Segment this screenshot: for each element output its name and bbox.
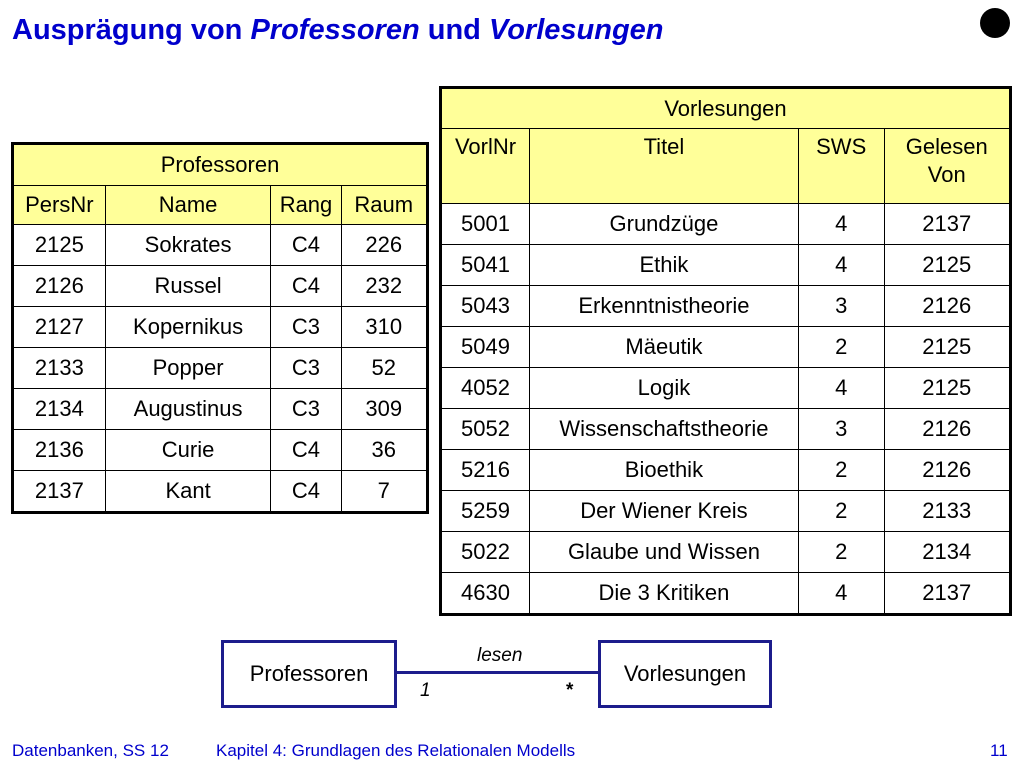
- table-cell: 3: [798, 286, 884, 327]
- table-cell: Logik: [530, 368, 799, 409]
- uml-association-line: [394, 671, 598, 674]
- table-cell: 5216: [441, 450, 530, 491]
- uml-entity-professoren: [221, 640, 397, 708]
- bullet-dot-icon: [980, 8, 1010, 38]
- table-cell: 4: [798, 204, 884, 245]
- table-row: [441, 450, 1011, 491]
- table-row: [441, 368, 1011, 409]
- table-cell: 310: [341, 307, 428, 348]
- table-row: [441, 245, 1011, 286]
- professoren-table: [11, 142, 429, 514]
- table-cell: Kopernikus: [105, 307, 271, 348]
- table-row: [441, 532, 1011, 573]
- table-row: [13, 471, 428, 513]
- table-cell: 2134: [884, 532, 1010, 573]
- vorlesungen-table: [439, 86, 1012, 616]
- table-cell: Mäeutik: [530, 327, 799, 368]
- table-cell: 7: [341, 471, 428, 513]
- table-cell: 4: [798, 368, 884, 409]
- table-cell: 2126: [884, 409, 1010, 450]
- column-header: SWS: [798, 129, 884, 204]
- table-cell: 5052: [441, 409, 530, 450]
- vorlesungen-name-row: [441, 88, 1011, 129]
- table-cell: 2125: [13, 225, 106, 266]
- table-row: [13, 348, 428, 389]
- table-cell: Glaube und Wissen: [530, 532, 799, 573]
- table-cell: 309: [341, 389, 428, 430]
- table-cell: 2126: [884, 286, 1010, 327]
- vorlesungen-header-row: [441, 129, 1011, 204]
- table-row: [441, 573, 1011, 615]
- uml-entity-vorlesungen-label: Vorlesungen: [623, 661, 747, 686]
- table-cell: C3: [271, 307, 341, 348]
- table-cell: 5259: [441, 491, 530, 532]
- title-text-2: und: [419, 14, 489, 46]
- table-cell: 2125: [884, 368, 1010, 409]
- table-row: [441, 204, 1011, 245]
- table-row: [441, 491, 1011, 532]
- column-header: Raum: [341, 186, 428, 225]
- table-cell: 2137: [13, 471, 106, 513]
- relation-name: Professoren: [13, 144, 428, 186]
- table-cell: 2134: [13, 389, 106, 430]
- table-row: [13, 225, 428, 266]
- table-cell: 5043: [441, 286, 530, 327]
- table-cell: 2137: [884, 204, 1010, 245]
- table-cell: 5041: [441, 245, 530, 286]
- table-cell: C3: [271, 348, 341, 389]
- table-cell: 4052: [441, 368, 530, 409]
- column-header: PersNr: [13, 186, 106, 225]
- table-cell: 2125: [884, 327, 1010, 368]
- table-cell: 226: [341, 225, 428, 266]
- table-cell: Curie: [105, 430, 271, 471]
- table-cell: Der Wiener Kreis: [530, 491, 799, 532]
- table-cell: 2126: [884, 450, 1010, 491]
- professoren-header-row: [13, 186, 428, 225]
- table-cell: 2126: [13, 266, 106, 307]
- table-cell: Grundzüge: [530, 204, 799, 245]
- table-cell: 2: [798, 532, 884, 573]
- table-cell: 232: [341, 266, 428, 307]
- table-cell: 2133: [13, 348, 106, 389]
- professoren-name-row: [13, 144, 428, 186]
- column-header: Rang: [271, 186, 341, 225]
- table-row: [13, 389, 428, 430]
- table-cell: Wissenschaftstheorie: [530, 409, 799, 450]
- table-row: [441, 409, 1011, 450]
- slide-title: [12, 14, 664, 47]
- table-cell: 3: [798, 409, 884, 450]
- table-cell: 2: [798, 491, 884, 532]
- footer-course: Datenbanken, SS 12: [12, 741, 169, 760]
- table-cell: 2: [798, 450, 884, 491]
- title-emphasis-professoren: Professoren: [250, 14, 420, 46]
- table-row: [441, 327, 1011, 368]
- table-cell: C4: [271, 225, 341, 266]
- table-cell: 5049: [441, 327, 530, 368]
- table-cell: Augustinus: [105, 389, 271, 430]
- table-cell: 2136: [13, 430, 106, 471]
- table-row: [13, 307, 428, 348]
- uml-multiplicity-left: 1: [420, 680, 431, 701]
- table-cell: 4: [798, 245, 884, 286]
- relation-name: Vorlesungen: [441, 88, 1011, 129]
- table-cell: C4: [271, 471, 341, 513]
- table-cell: Bioethik: [530, 450, 799, 491]
- title-emphasis-vorlesungen: Vorlesungen: [488, 14, 664, 46]
- table-cell: 2137: [884, 573, 1010, 615]
- table-cell: C4: [271, 430, 341, 471]
- table-cell: 4630: [441, 573, 530, 615]
- table-cell: 5001: [441, 204, 530, 245]
- table-cell: Ethik: [530, 245, 799, 286]
- table-cell: 36: [341, 430, 428, 471]
- table-cell: Russel: [105, 266, 271, 307]
- table-cell: 52: [341, 348, 428, 389]
- table-cell: C3: [271, 389, 341, 430]
- table-cell: Sokrates: [105, 225, 271, 266]
- column-header: Name: [105, 186, 271, 225]
- uml-relation-label: lesen: [477, 645, 523, 666]
- uml-entity-vorlesungen: [598, 640, 772, 708]
- table-cell: C4: [271, 266, 341, 307]
- column-header: Titel: [530, 129, 799, 204]
- table-cell: 2125: [884, 245, 1010, 286]
- title-text-1: Ausprägung von: [12, 14, 251, 46]
- table-cell: 2: [798, 327, 884, 368]
- table-cell: Popper: [105, 348, 271, 389]
- table-cell: 2133: [884, 491, 1010, 532]
- footer-chapter: Kapitel 4: Grundlagen des Relationalen Modells: [216, 741, 576, 760]
- uml-multiplicity-right: *: [566, 680, 574, 701]
- table-cell: 4: [798, 573, 884, 615]
- table-cell: 2127: [13, 307, 106, 348]
- footer-page-number: 11: [990, 741, 1008, 760]
- table-row: [13, 430, 428, 471]
- column-header: VorlNr: [441, 129, 530, 204]
- table-cell: 5022: [441, 532, 530, 573]
- table-cell: Erkenntnistheorie: [530, 286, 799, 327]
- table-row: [13, 266, 428, 307]
- table-row: [441, 286, 1011, 327]
- column-header: Gelesen Von: [884, 129, 1010, 204]
- uml-entity-professoren-label: Professoren: [249, 661, 369, 686]
- table-cell: Kant: [105, 471, 271, 513]
- table-cell: Die 3 Kritiken: [530, 573, 799, 615]
